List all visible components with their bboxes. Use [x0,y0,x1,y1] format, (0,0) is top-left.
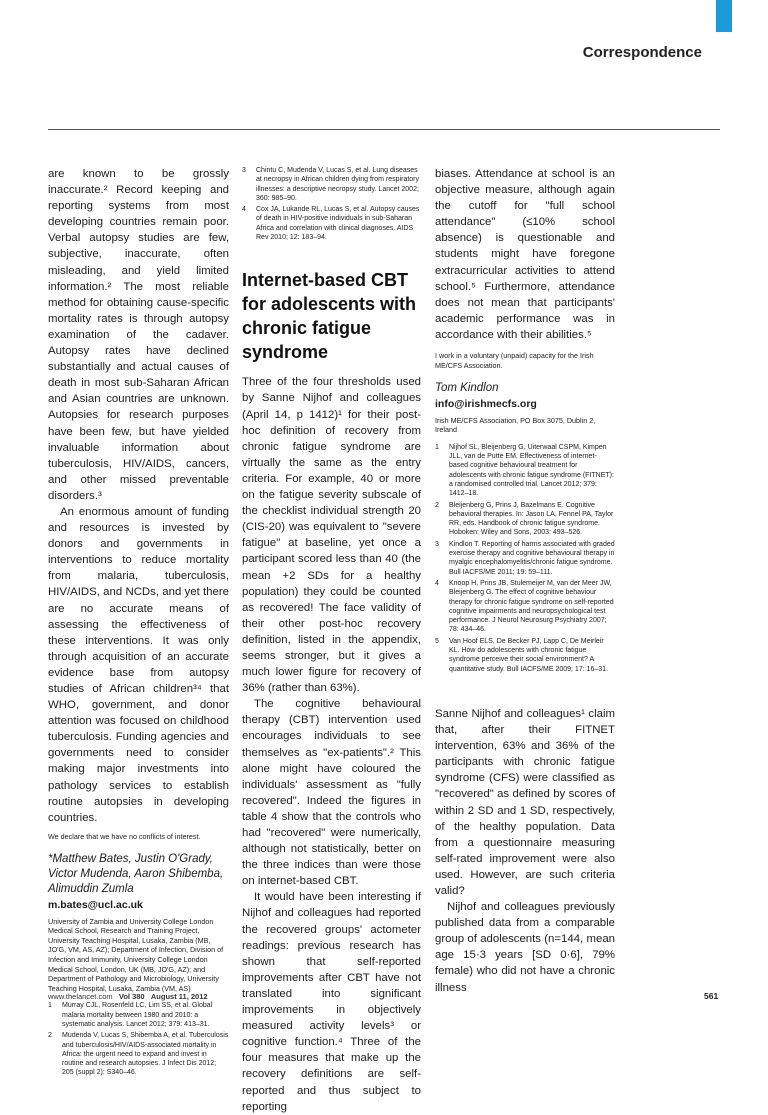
reference-text: Chintu C, Mudenda V, Lucas S, et al. Lung diseases at necropsy in African children dying from respiratory illnesses: a descriptive necropsy study. Lancet 2002; 360: 985–90. [256,167,420,202]
affiliation: Irish ME/CFS Association, PO Box 3075, Dublin 2, Ireland [435,415,596,435]
column-3 [435,166,615,996]
conflict-statement: We declare that we have no conflicts of interest. [48,831,201,841]
section-title: Correspondence [582,44,702,61]
reference-item [435,540,615,577]
author-name: Tom Kindlon [435,381,499,394]
body-paragraph: Nijhof and colleagues previously published data from a comparable group of adolescents (n=144, mean age 15·3 years [SD 0·6], 79% female) who did not have a chronic illness [435,901,615,994]
corresponding-email[interactable]: info@irishmecfs.org [435,397,537,410]
reference-list [242,166,421,242]
body-paragraph: The cognitive behavioural therapy (CBT) intervention used encourages individuals to see themselves as "ex-patients".² This alone might have coloured the individuals' assessment as "fully recovered". Indeed the figures in table 4 show that the controls who had "recovered" were numerically, although not statistically, better on the three indices than were those on internet-based CBT. [242,698,421,888]
column-1 [48,166,229,1080]
body-paragraph: are known to be grossly inaccurate.² Record keeping and reporting systems from most developing countries remain poor. Verbal autopsy studies are few, subjective, inaccurate, often misleading, and yield limited information.² The most reliable method for obtaining cause-specific mortality rates is through autopsy examination of the cadaver. Autopsy rates have declined substantially and actual causes of death in most sub-Saharan African and Asian countries are unknown. Autopsies for research purposes have been few, but have yielded invaluable information about tuberculosis, HIV/AIDS, cancers, and other missed preventable disorders.³ [48,168,229,502]
reference-number: 5 [435,637,439,645]
reference-item [435,501,615,538]
reference-text: Nijhof SL, Bleijenberg G, Uiterwaal CSPM, Kimpen JLL, van de Putte EM. Effectiveness of internet-based cognitive behavioural treatment for adolescents with chronic fatigue syndrome (FITNET): a randomised controlled trial. Lancet 2012; 379: 1412–18. [449,443,614,498]
reference-text: Bleijenberg G, Prins J, Bazelmans E. Cognitive behavioral therapies. In: Jason LA, Fennel PA, Taylor RR, eds. Handbook of chronic fatigue syndrome. Hoboken: Wiley and Sons, 2003: 493–526. [449,501,614,537]
reference-number: 1 [435,443,439,451]
column-2 [242,166,421,1115]
footer-volume: Vol 380 [118,992,145,1001]
reference-list [435,443,615,674]
accent-bar [716,0,732,32]
footer-date: August 11, 2012 [150,992,208,1001]
reference-number: 2 [435,501,439,509]
disclosure-statement: I work in a voluntary (unpaid) capacity for the Irish ME/CFS Association. [435,351,594,370]
page-number: 561 [704,991,719,1001]
reference-text: Knoop H, Prins JB, Stulemeijer M, van der Meer JW, Bleijenberg G. The effect of cognitive behaviour therapy for chronic fatigue syndrome on self-reported cognitive impairments and neuropsychological test performance. J Neurol Neurosurg Psychiatry 2007; 78: 434–46. [449,579,614,634]
body-paragraph: Three of the four thresholds used by Sanne Nijhof and colleagues (April 14, p 1412)¹ for their post-hoc definition of recovery from chronic fatigue syndrome are virtually the same as the entry criteria. For example, 40 or more on the fatigue severity subscale of the checklist individual strength 20 (CIS-20) was equivalent to "severe fatigue" at baseline, yet once a participant scored less than 40 (the mean +2 SDs for a healthy population) they could be counted as recovered! The face validity of their other post-hoc recovery definition, listed in the appendix, seems stronger, but it gives a much lower figure for recovery of 36% (rather than 63%). [242,376,421,695]
corresponding-email[interactable]: m.bates@ucl.ac.uk [48,898,143,911]
reference-text: Cox JA, Lukande RL, Lucas S, et al. Autopsy causes of death in HIV-positive individuals in sub-Saharan Africa and correlation with clinical diagnoses. AIDS Rev 2010; 12: 183–94. [256,206,420,242]
reference-text: Kindlon T. Reporting of harms associated with graded exercise therapy and cognitive behavioural therapy in myalgic encephalomyelitis/chronic fatigue syndrome. Bull IACFS/ME 2011; 19: 59–111. [449,540,615,576]
reference-list [48,1001,229,1077]
reference-number: 3 [242,167,246,174]
reference-item [48,1031,229,1077]
reference-item [242,166,421,203]
affiliation: University of Zambia and University College London Medical School, Research and Training Project, University Teaching Hospital, Lusaka, Zambia (MB, JO'G, VM, AS, AZ); Department of Infection, Division of Infection and Immunity, University College London Medical School, London, UK (MB, JO'G, AZ); and Department of Pathology and Microbiology, University Teaching Hospital, Lusaka, Zambia (VM, AS) [48,916,224,993]
body-paragraph: An enormous amount of funding and resources is invested by donors and governments in interventions to reduce mortality from malaria, tuberculosis, HIV/AIDS, and NCDs, and yet there are no accurate means of assessing the effectiveness of these interventions. It was only through acquisition of an accurate evidence base from autopsy studies of African children³⁴ that WHO, government, and donor attention was focused on childhood tuberculosis. Funding agencies and governments need to consider making major investments into pathology services to establish routine autopsies in developing countries. [48,505,229,824]
footer-citation [48,992,208,1001]
author-list: *Matthew Bates, Justin O'Grady, Victor Mudenda, Aaron Shibemba, Alimuddin Zumla [48,852,224,895]
body-paragraph: It would have been interesting if Nijhof and colleagues had reported the recovered groups' actometer readings: previous research has shown that self-reported improvements after CBT have not translated into significant improvements in objectively measured activity levels³ or cognitive function.⁴ Three of the four measures that make up the recovery definitions are self-reported and thus subject to reporting [242,891,421,1113]
letter-title: Internet-based CBT for adolescents with chronic fatigue syndrome [242,270,417,363]
reference-text: Murray CJL, Rosenfeld LC, Lim SS, et al. Global malaria mortality between 1980 and 2010: a systematic analysis. Lancet 2012; 379: 413–31. [62,1002,213,1028]
reference-number: 4 [242,206,246,214]
reference-number: 1 [48,1002,52,1010]
reference-item [435,637,615,674]
reference-item [242,205,421,242]
reference-item [435,579,615,635]
reference-item [435,443,615,499]
reference-item [48,1001,229,1029]
footer-site[interactable]: www.thelancet.com [48,992,113,1001]
header-rule [48,129,720,130]
reference-number: 3 [435,540,439,548]
reference-text: Mudenda V, Lucas S, Shibemba A, et al. Tuberculosis and tuberculosis/HIV/AIDS-associated mortality in Africa: the urgent need to expand and invest in routine and research autopsies. J Infect Dis 2012; 205 (suppl 2): S340–46. [62,1032,229,1077]
body-paragraph: biases. Attendance at school is an objective measure, although again the cutoff for "full school attendance" (≤10% school absence) is questionable and students might have foregone extracurricular activities to attend school.⁵ Furthermore, attendance does not mean that participants' academic performance was in accordance with their abilities.⁵ [435,168,615,341]
reference-text: Van Hoof ELS, De Becker PJ, Lapp C, De Meirleir KL. How do adolescents with chronic fatigue syndrome perceive their social environment? A quantitative study. Bull IACFS/ME 2009; 17: 16–31. [449,637,609,673]
reference-number: 2 [48,1032,52,1040]
body-paragraph: Sanne Nijhof and colleagues¹ claim that, after their FITNET intervention, 63% and 36% of the participants with chronic fatigue syndrome (CFS) were classified as "recovered" as defined by scores of within 2 SD and 1 SD, respectively, of the healthy population. Data from a questionnaire measuring self-rated improvement were also used. However, are such criteria valid? [435,707,615,897]
reference-number: 4 [435,579,439,587]
